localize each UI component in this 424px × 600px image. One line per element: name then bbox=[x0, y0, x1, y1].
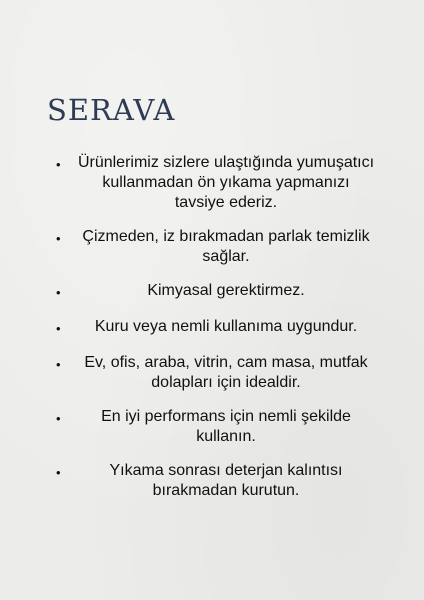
list-item-text: Kimyasal gerektirmez. bbox=[147, 282, 305, 299]
list-item bbox=[56, 153, 376, 213]
product-features-list bbox=[56, 153, 376, 501]
list-item bbox=[56, 317, 376, 339]
list-item bbox=[56, 281, 376, 303]
brand-logo-text: SERAVA bbox=[47, 93, 176, 127]
list-item bbox=[56, 353, 376, 393]
list-item-text: Kuru veya nemli kullanıma uygundur. bbox=[94, 318, 358, 335]
bullet-icon: • bbox=[56, 411, 61, 426]
bullet-icon: • bbox=[56, 231, 61, 246]
list-item-text: Yıkama sonrası deterjan kalıntısı bırakmadan kurutun. bbox=[109, 462, 343, 499]
list-item bbox=[56, 461, 376, 501]
bullet-icon: • bbox=[56, 285, 61, 300]
list-item bbox=[56, 227, 376, 267]
list-item-text: Ürünlerimiz sizlere ulaştığında yumuşatıcı kullanmadan ön yıkama yapmanızı tavsiye ederiz. bbox=[77, 154, 375, 211]
bullet-icon: • bbox=[56, 465, 61, 480]
bullet-icon: • bbox=[56, 157, 61, 172]
list-item bbox=[56, 407, 376, 447]
bullet-icon: • bbox=[56, 357, 61, 372]
list-item-text: Ev, ofis, araba, vitrin, cam masa, mutfak dolapları için idealdir. bbox=[84, 354, 368, 391]
list-item-text: En iyi performans için nemli şekilde kullanın. bbox=[101, 408, 351, 445]
list-item-text: Çizmeden, iz bırakmadan parlak temizlik sağlar. bbox=[82, 228, 370, 265]
bullet-icon: • bbox=[56, 321, 61, 336]
